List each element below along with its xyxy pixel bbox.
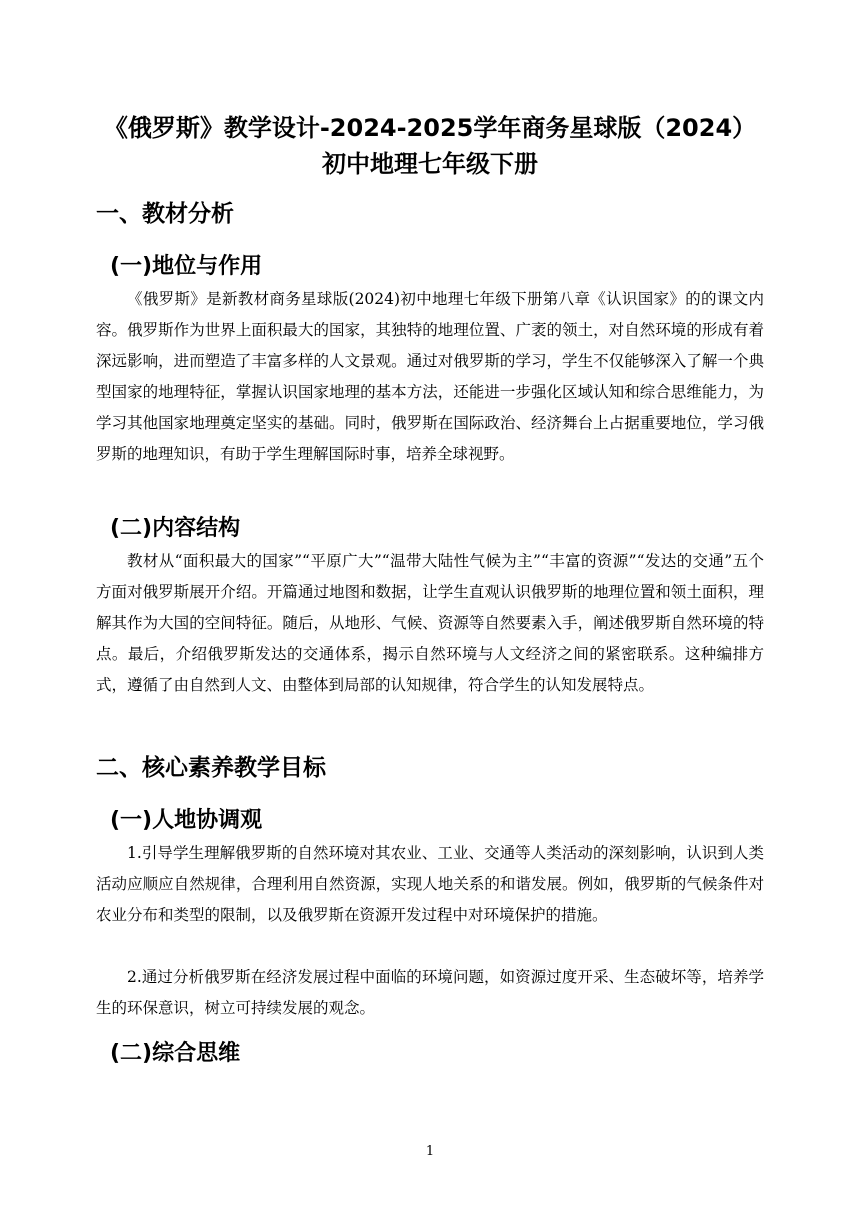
subsection-heading-comprehensive-thinking: (二)综合思维	[110, 1041, 241, 1066]
paragraph-human-land-harmony-2: 2.通过分析俄罗斯在经济发展过程中面临的环境问题，如资源过度开采、生态破坏等，培养学生的环保意识，树立可持续发展的观念。	[96, 968, 764, 1017]
document-title-line-2: 初中地理七年级下册	[322, 150, 538, 178]
subsection-heading-human-land-harmony: (一)人地协调观	[110, 808, 263, 833]
section-heading-textbook-analysis: 一、教材分析	[96, 201, 234, 227]
paragraph-content-structure: 教材从“面积最大的国家”“平原广大”“温带大陆性气候为主”“丰富的资源”“发达的交通”五个方面对俄罗斯展开介绍。开篇通过地图和数据，让学生直观认识俄罗斯的地理位置和领土面积，理解其作为大国的空间特征。随后，从地形、气候、资源等自然要素入手，阐述俄罗斯自然环境的特点。最后，介绍俄罗斯发达的交通体系，揭示自然环境与人文经济之间的紧密联系。这种编排方式，遵循了由自然到人文、由整体到局部的认知规律，符合学生的认知发展特点。	[96, 552, 764, 694]
paragraph-human-land-harmony-1: 1.引导学生理解俄罗斯的自然环境对其农业、工业、交通等人类活动的深刻影响，认识到人类活动应顺应自然规律，合理利用自然资源，实现人地关系的和谐发展。例如，俄罗斯的气候条件对农业分布和类型的限制，以及俄罗斯在资源开发过程中对环境保护的措施。	[96, 844, 764, 924]
paragraph-position-role: 《俄罗斯》是新教材商务星球版(2024)初中地理七年级下册第八章《认识国家》的的课文内容。俄罗斯作为世界上面积最大的国家，其独特的地理位置、广袤的领土，对自然环境的形成有着深远影响，进而塑造了丰富多样的人文景观。通过对俄罗斯的学习，学生不仅能够深入了解一个典型国家的地理特征，掌握认识国家地理的基本方法，还能进一步强化区域认知和综合思维能力，为学习其他国家地理奠定坚实的基础。同时，俄罗斯在国际政治、经济舞台上占据重要地位，学习俄罗斯的地理知识，有助于学生理解国际时事，培养全球视野。	[96, 290, 764, 463]
document-title	[96, 110, 764, 182]
subsection-heading-position-role: (一)地位与作用	[110, 254, 263, 279]
section-heading-core-literacy-goals: 二、核心素养教学目标	[96, 755, 326, 781]
subsection-heading-content-structure: (二)内容结构	[110, 516, 241, 541]
document-title-line-1: 《俄罗斯》教学设计-2024-2025学年商务星球版（2024）	[103, 114, 757, 142]
page-number: 1	[425, 1144, 435, 1159]
